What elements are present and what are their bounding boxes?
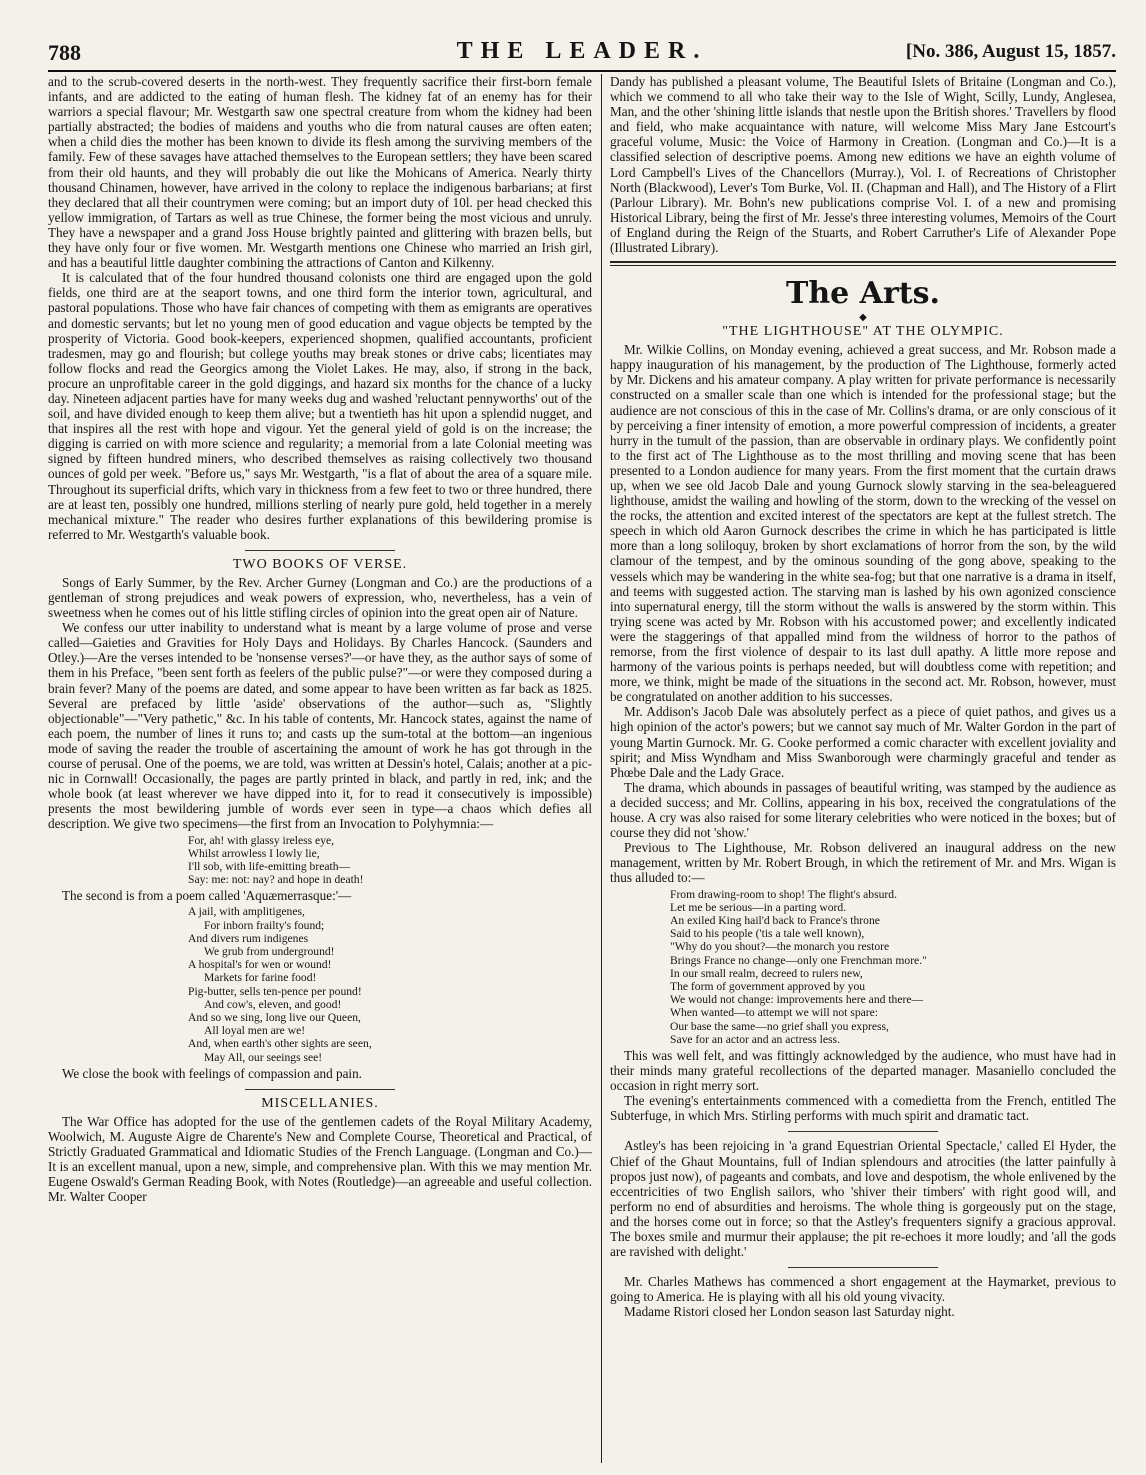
section-double-rule bbox=[610, 261, 1116, 266]
the-arts-heading: The Arts. bbox=[786, 276, 940, 312]
verse-line: Pig-butter, sells ten-pence per pound! bbox=[188, 984, 362, 998]
lighthouse-para-5: This was well felt, and was fittingly acknowledged by the audience, who must have had in their minds many grateful recollections of the departed manager. Masaniello concluded the occasion in right merry sort. bbox=[610, 1047, 1116, 1094]
mathews-para: Mr. Charles Mathews has commenced a short engagement at the Haymarket, previous to going to America. He is playing with all his old young vivacity. bbox=[610, 1274, 1116, 1305]
verse-line: When wanted—to attempt we will not spare: bbox=[670, 1006, 878, 1020]
verse-line: An exiled King hail'd back to France's throne bbox=[670, 913, 880, 927]
section-separator bbox=[245, 1089, 395, 1090]
westgarth-para-1: and to the scrub-covered deserts in the north-west. They frequently sacrifice their first-born female infants, and are addicted to the eating of human flesh. The kidney fat of an enemy has for their warriors a special flavour; Mr. Westgarth saw one spectral creature from whom the kidney had been partially abstracted; the bodies of maidens and youths who die from natural causes are often eaten; when a child dies the mother has been known to divide its flesh among the surviving members of the family. Few of these savages have attached themselves to the European settlers; they have been scared from their old haunts, and they will probably die out like the Mohicans of America. Nearly thirty thousand Chinamen, however, have arrived in the colony to replace the indigenous barbarians; at first they declared that all their countrymen were coming; but an import duty of 10l. per head checked this yellow immigration, of Tartars as well as true Chinese, the former being the most vicious and unruly. They have a newspaper and a grand Joss House brightly painted and glittering with brazen bells, but they have only four or five women. Mr. Westgarth mentions one Chinese who married an Irish girl, and has a beautiful little daughter combining the attractions of Canton and Kilkenny. bbox=[48, 74, 592, 271]
verse-review-para-1: Songs of Early Summer, by the Rev. Archer Gurney (Longman and Co.) are the productions of a gentleman of strong prejudices and weak powers of expression, who, nevertheless, has a vein of sweetness when he comes out of his little stifling circles of opinion into the great open air of Nature. bbox=[48, 574, 592, 621]
verse-review-para-4: We close the book with feelings of compassion and pain. bbox=[62, 1065, 362, 1081]
verse-line: For, ah! with glassy ireless eye, bbox=[188, 833, 335, 847]
verse-aquaemerrasque bbox=[188, 905, 592, 1063]
verse-line: Whilst arrowless I lowly lie, bbox=[188, 846, 320, 860]
verse-line: We would not change: improvements here and there— bbox=[670, 993, 924, 1007]
verse-review-para-3: The second is from a poem called 'Aquæmerrasque:'— bbox=[62, 888, 352, 904]
verse-line: From drawing-room to shop! The flight's absurd. bbox=[670, 887, 897, 901]
verse-line: We grub from underground! bbox=[204, 945, 335, 959]
astleys-para: Astley's has been rejoicing in 'a grand Equestrian Oriental Spectacle,' called El Hyder, the Chief of the Ghaut Mountains, full of Indian splendours and atrocities (the latter painfully à propos just now), of pageants and combats, and love and despotism, the whole enlivened by the eccentricities of two English sailors, who 'shiver their timbers' with right good will, and perform no end of absurdities and heroisms. The whole thing is gorgeously put on the stage, and the horses come out in force; so that the Astley's frequenters signify a gracious approval. The boxes smile and murmur their applause; the pit re-echoes it more loudly; and 'all the gods are ravished with delight.' bbox=[610, 1138, 1116, 1260]
verse-polyhymnia bbox=[188, 834, 592, 887]
lighthouse-para-3: The drama, which abounds in passages of beautiful writing, was stamped by the audience as a decided success; and Mr. Collins, appearing in his box, received the congratulations of the house. A cry was also raised for some literary celebrities who were noticed in the boxes; but of course they did not 'show.' bbox=[610, 779, 1116, 841]
left-column bbox=[48, 74, 592, 1463]
section-separator bbox=[245, 550, 395, 551]
verse-line: And cow's, eleven, and good! bbox=[204, 997, 342, 1011]
books-continued-para: Dandy has published a pleasant volume, The Beautiful Islets of Britaine (Longman and Co.), which we commend to all who take their way to the Isle of Wight, Scilly, Lundy, Anglesea, Man, and the other 'shining little islands that nestle upon the British shores.' Travellers by flood and field, who make acquaintance with nature, will welcome Miss Mary Jane Estcourt's graceful volume, Music: the Voice of Harmony in Creation. (Longman and Co.)—It is a classified selection of descriptive poems. Among new editions we have an eighth volume of Lord Campbell's Lives of the Chancellors (Murray.), Vol. I. of Recreations of Christopher North (Blackwood), Lever's Tom Burke, Vol. II. (Chapman and Hall), and The History of a Flirt (Parlour Library). Mr. Bohn's new publications comprise Vol. I. of a new and promising Historical Library, being the first of Mr. Jesse's three interesting volumes, Memoirs of the Court of England during the Reign of the Stuarts, and Robert Carruther's Life of Alexander Pope (Illustrated Library). bbox=[610, 74, 1116, 256]
lighthouse-para-2: Mr. Addison's Jacob Dale was absolutely perfect as a piece of quiet pathos, and gives us a high opinion of the actor's powers; but we cannot say much of Mr. Walter Gordon in the part of young Martin Gurnock. Mr. G. Cooke performed a comic character with excellent joviality and spirit; and Miss Wyndham and Miss Swanborough were charmingly graceful and tender as Phœbe Dale and the Lady Grace. bbox=[610, 704, 1116, 780]
verse-line: Markets for farine food! bbox=[204, 971, 317, 985]
verse-line: For inborn frailty's found; bbox=[204, 918, 325, 932]
verse-address bbox=[670, 888, 1116, 1046]
verse-line: Our base the same—no grief shall you express, bbox=[670, 1019, 889, 1033]
masthead bbox=[48, 34, 1116, 72]
heading-lighthouse-olympic: "THE LIGHTHOUSE" AT THE OLYMPIC. bbox=[722, 324, 1004, 340]
issue-info: [No. 386, August 15, 1857. bbox=[905, 41, 1116, 62]
lighthouse-para-1: Mr. Wilkie Collins, on Monday evening, achieved a great success, and Mr. Robson made a happy inauguration of his management, by the production of The Lighthouse, formerly acted by Mr. Dickens and his amateur company. A play written for private performance is necessarily constructed on a smaller scale than one which is intended for the professional stage; but the audience are not conscious of this in the case of Mr. Collins's drama, or are only conscious of it by perceiving a finer intensity of emotion, a more powerful compression of incidents, a greater hurry in the tumult of the passion, than are observable in ordinary plays. We confidently point to the first act of The Lighthouse as to the most thrilling and moving scene that has been presented to a London audience for many years. From the first moment that the curtain draws up, when we see old Jacob Dale and young Gurnock slowly starving in the sea-beleaguered lighthouse, amidst the wailing and howling of the storm, down to the wrecking of the vessel on the rocks, the attention and excited interest of the spectators are kept at the fullest stretch. The speech in which old Aaron Gurnock describes the crime in which he has participated is little more than a long soliloquy, broken by short exclamations of horror from the son, by the wild clamour of the tempest, and by the ominous sounding of the gong above, speaking to the vessels which may be wandering in the white sea-fog; but that one narrative is a drama in itself, and teems with suggested action. The starving man is lashed by his own agonized conscience into supernatural energy, till the storm without the walls is answered by the storm within. This trying scene was acted by Mr. Robson with his accustomed power; and excellently indicated were the staggerings of that appalled mind from the wildness of horror to the pathos of remorse, from the first violence of despair to its last dull apathy. A little more repose and harmony of the various points is perhaps needed, but will doubtless come with repetition; and more, we think, might be made of the situations in the second act. Mr. Robson, however, must be congratulated on another addition to his successes. bbox=[610, 342, 1116, 705]
verse-line: In our small realm, decreed to rulers new, bbox=[670, 966, 863, 980]
verse-line: Say: me: not: nay? and hope in death! bbox=[188, 873, 364, 887]
right-column bbox=[610, 74, 1116, 1463]
verse-line: And divers rum indigenes bbox=[188, 931, 309, 945]
heading-two-books-of-verse: TWO BOOKS OF VERSE. bbox=[232, 556, 408, 572]
lighthouse-para-4: Previous to The Lighthouse, Mr. Robson delivered an inaugural address on the new management, written by Mr. Robert Brough, in which the retirement of Mr. and Mrs. Wigan is thus alluded to:— bbox=[610, 840, 1116, 886]
miscellanies-para: The War Office has adopted for the use of the gentlemen cadets of the Royal Military Academy, Woolwich, M. Auguste Aigre de Charente's New and Complete Course, Theoretical and Practical, of Strictly Graduated Grammatical and Idiomatic Studies of the French Language. (Longman and Co.)—It is an excellent manual, upon a new, simple, and comprehensive plan. With this we may mention Mr. Eugene Oswald's German Reading Book, with Notes (Routledge)—an agreeable and useful collection. Mr. Walter Cooper bbox=[48, 1113, 592, 1205]
verse-line: "Why do you shout?—the monarch you restore bbox=[670, 940, 890, 954]
verse-line: The form of government approved by you bbox=[670, 979, 866, 993]
column-rule bbox=[601, 74, 602, 1463]
newspaper-title: THE LEADER. bbox=[456, 38, 708, 64]
verse-line: And, when earth's other sights are seen, bbox=[188, 1037, 372, 1051]
verse-line: Said to his people ('tis a tale well known), bbox=[670, 927, 865, 941]
ornament-icon: ◆ bbox=[859, 312, 867, 324]
page-number: 788 bbox=[48, 40, 81, 65]
verse-line: Let me be serious—in a parting word. bbox=[670, 900, 847, 914]
verse-line: Save for an actor and an actress less. bbox=[670, 1032, 840, 1046]
heading-miscellanies: MISCELLANIES. bbox=[261, 1095, 379, 1111]
verse-line: May All, our seeings see! bbox=[204, 1050, 323, 1064]
section-separator bbox=[788, 1131, 938, 1132]
westgarth-para-2: It is calculated that of the four hundred thousand colonists one third are engaged upon the gold fields, one third are at the seaport towns, and one third form the interior town, agricultural, and pastoral populations. Those who have fair chances of competing with them as emigrants are operatives and domestic servants; but let no young men of good education and vague objects be tempted by the prosperity of Victoria. Good book-keepers, experienced shopmen, qualified accountants, proficient tradesmen, may go and flourish; but college youths may break stones or drive cabs; licentiates may follow flocks and read the Georgics among the Violet Lakes. He may, also, if strong in the back, procure an unprofitable career in the gold diggings, and hazard six months for the chance of a lucky day. Nineteen adjacent parties have for many weeks dug and washed 'reluctant pennyworths' out of the soil, and have divided enough to keep them alive; but a twentieth has hit upon a splendid nugget, and that inspires all the rest with hope and vigour. Yet the general yield of gold is on the increase; the digging is carried on with more science and regularity; a memorial from a late Colonial meeting was signed by fifteen hundred miners, who described themselves as raising collectively two thousand ounces of gold per week. "Before us," says Mr. Westgarth, "is a flat of about the area of a square mile. Throughout its superficial drifts, which vary in thickness from a few feet to two or three hundred, there are at least ten, possibly one hundred, millions sterling of nearly pure gold, held together in a merely mechanical mixture." The reader who desires further explanations of this bewildering promise is referred to Mr. Westgarth's valuable book. bbox=[48, 270, 592, 542]
verse-line: All loyal men are we! bbox=[204, 1024, 306, 1038]
verse-line: Brings France no change—only one Frenchman more." bbox=[670, 953, 927, 967]
ristori-para: Madame Ristori closed her London season last Saturday night. bbox=[624, 1304, 955, 1320]
lighthouse-para-6: The evening's entertainments commenced with a comedietta from the French, entitled The Subterfuge, in which Mrs. Stirling performs with much spirit and dramatic tact. bbox=[610, 1093, 1116, 1124]
verse-line: A hospital's for wen or wound! bbox=[188, 958, 332, 972]
verse-review-para-2: We confess our utter inability to understand what is meant by a large volume of prose and verse called—Gaieties and Gravities for Holy Days and Holidays. By Charles Hancock. (Saunders and Otley.)—Are the verses intended to be 'nonsense verses?'—or have they, as the author says of some of them in his Preface, "been sent forth as feelers of the public pulse?"—or were they composed during a brain fever? Many of the poems are dated, and some appear to have been written as far back as 1825. Several are prefaced by little 'aside' observations of the author—such as, "Slightly objectionable"—"Very pathetic," &c. In his table of contents, Mr. Hancock states, against the name of each poem, the number of lines it runs to; and casts up the sum-total at the bottom—an ingenious mode of saving the reader the trouble of ascertaining the amount of work he has got through in the course of perusal. One of the poems, we are told, was written at Dessin's hotel, Calais; another at a pic-nic in Cornwall! Occasionally, the pages are partly printed in black, and partly in red, ink; and the whole book (at least wherever we have dipped into it, for to read it consecutively is impossible) presents the most bewildering jumble of words ever seen in type—a chaos which defies all description. We give two specimens—the first from an Invocation to Polyhymnia:— bbox=[48, 620, 592, 832]
verse-line: I'll sob, with life-emitting breath— bbox=[188, 859, 351, 873]
verse-line: And so we sing, long live our Queen, bbox=[188, 1011, 361, 1025]
verse-line: A jail, with amplitigenes, bbox=[188, 905, 305, 919]
section-separator bbox=[788, 1267, 938, 1268]
columns bbox=[48, 74, 1116, 1463]
